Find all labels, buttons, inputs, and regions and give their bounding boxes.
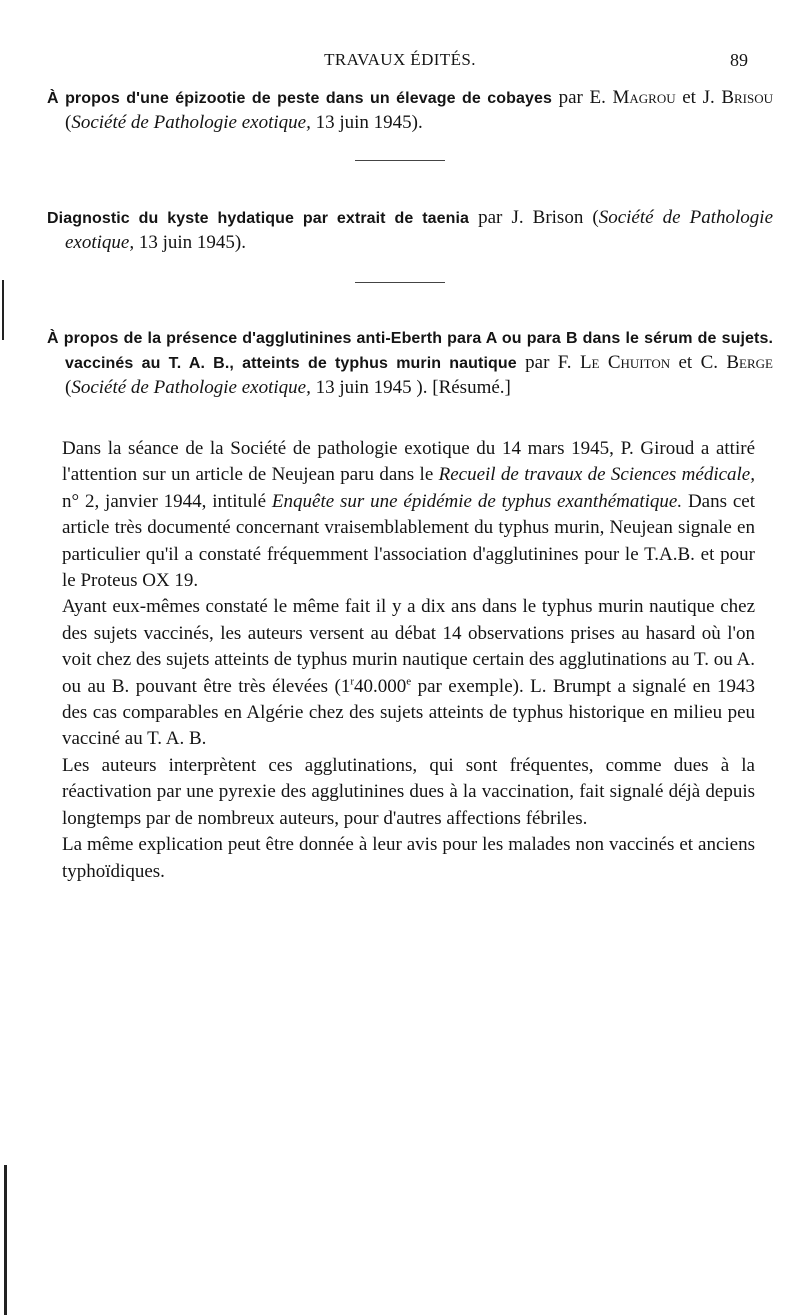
cited-journal: Recueil de travaux de Sciences médicale, (438, 464, 755, 486)
paragraph-3: Les auteurs interprètent ces agglutinations, qui sont fréquentes, comme dues à la réactivation par une pyrexie des agglutinines dues à la vaccination, fait signalé déjà depuis longtemps par de nombreux auteurs, pour d'autres affections fébriles. (62, 754, 755, 829)
bibliography-entry-3: À propos de la présence d'agglutinines anti-Eberth para A ou para B dans le sérum de sujets. vaccinés au T. A. B., atteints de typhus murin nautique par F. Le Chuiton et C. Berge (Société de Pathologie exotique, 13 juin 1945 ). [Résumé.] (47, 330, 773, 398)
journal-name: Société de Pathologie exotique, (71, 377, 311, 398)
author-name: Brison (532, 207, 584, 228)
author-name: Brisou (721, 87, 774, 108)
entry-date: 13 juin 1945). (134, 232, 246, 253)
section-divider (355, 282, 445, 283)
author-name: Berge (726, 352, 773, 373)
paragraph-1: Dans la séance de la Société de pathologie exotique du 14 mars 1945, P. Giroud a attiré l'attention sur un article de Neujean paru dans le Recueil de travaux de Sciences médicale, n° 2, janvier 1944, intitulé Enquête sur une épidémie de typhus exanthématique. Dans cet article très documenté concernant vraisemblablement du typhus murin, Neujean signale en particulier qu'il a constaté fréquemment l'association d'agglutinines pour le T.A.B. et pour le Proteus OX 19. (62, 438, 755, 592)
author-name: Le Chuiton (579, 352, 671, 373)
entry-date: 13 juin 1945 ). (310, 377, 428, 398)
section-divider (355, 160, 445, 161)
paragraph-4: La même explication peut être donnée à leur avis pour les malades non vaccinés et anciens typhoïdiques. (62, 834, 755, 882)
abstract-body (62, 436, 755, 885)
entry-title: À propos d'une épizootie de peste dans un élevage de cobayes (47, 90, 552, 107)
scan-edge-mark (2, 280, 4, 340)
scan-edge-mark (4, 1165, 7, 1315)
journal-name: Société de Pathologie exotique, (71, 112, 311, 133)
entry-date: 13 juin 1945). (310, 112, 423, 133)
running-title: TRAVAUX ÉDITÉS. (324, 50, 476, 69)
bibliography-entry-2: Diagnostic du kyste hydatique par extrait de taenia par J. Brison (Société de Pathologie exotique, 13 juin 1945). (47, 207, 774, 253)
paragraph-2: Ayant eux-mêmes constaté le même fait il y a dix ans dans le typhus murin nautique chez des sujets vaccinés, les auteurs versent au débat 14 observations prises au hasard où l'on voit chez des sujets atteints de typhus murin nautique certain des agglutinations au T. ou A. ou au B. pouvant être très élevées (1$^r$40.000e par exemple). L. Brumpt a signalé en 1943 des cas comparables en Algérie chez des sujets atteints de typhus historique en milieu peu vacciné au T. A. B. (62, 596, 755, 750)
journal-name: Société de Pathologie exotique, (65, 207, 774, 253)
page-number: 89 (730, 50, 748, 70)
cited-article-title: Enquête sur une épidémie de typhus exanthématique. (271, 490, 683, 512)
bibliography-entry-1: À propos d'une épizootie de peste dans un élevage de cobayes par E. Magrou et J. Brisou (Société de Pathologie exotique, 13 juin 1945). (47, 87, 774, 133)
entry-title: Diagnostic du kyste hydatique par extrait de taenia (47, 210, 470, 227)
entry-title: À propos de la présence d'agglutinines anti-Eberth para A ou para B dans le sérum de sujets. vaccinés au T. A. B., atteints de typhus murin nautique (47, 330, 773, 372)
running-header (0, 50, 800, 74)
summary-note: [Résumé.] (427, 377, 511, 398)
author-name: Magrou (612, 87, 676, 108)
